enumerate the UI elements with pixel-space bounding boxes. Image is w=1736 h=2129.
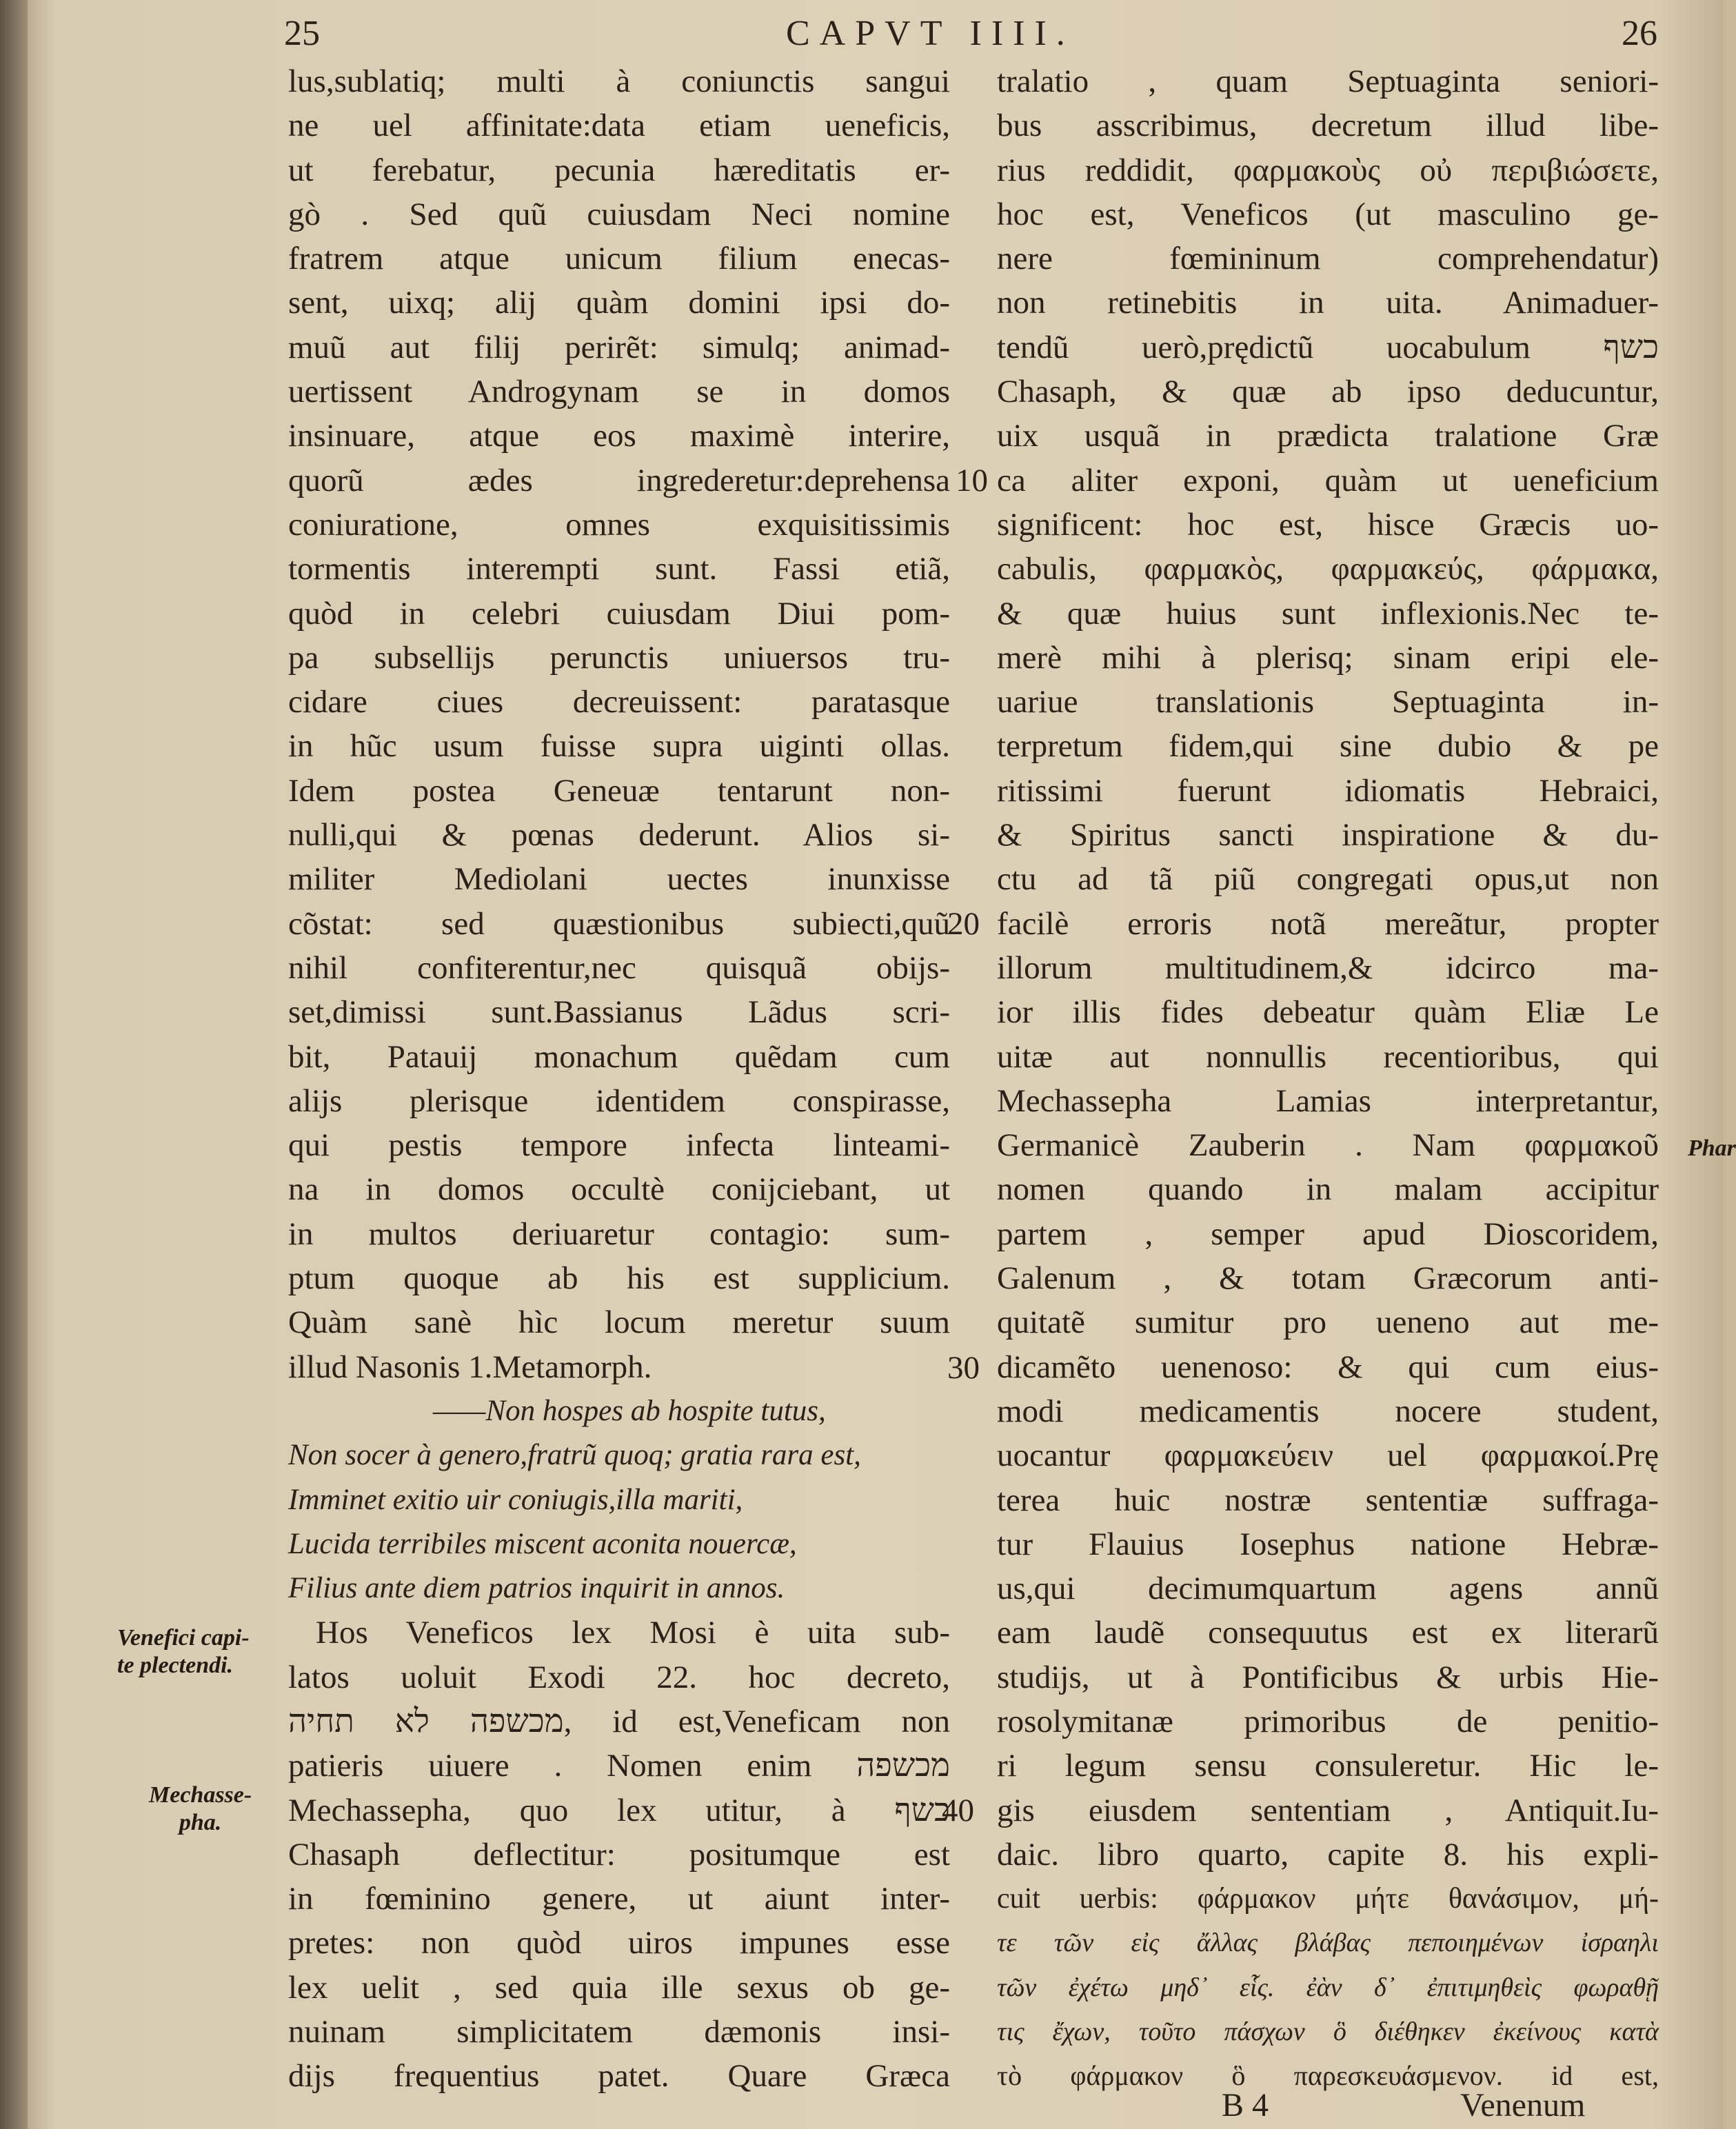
text-line: & quæ huius sunt inflexionis.Nec te-	[997, 595, 1659, 632]
text-line: illorum multitudinem,& idcirco ma-	[997, 949, 1659, 986]
text-line: ut ferebatur, pecunia hæreditatis er-	[288, 152, 950, 188]
text-line: latos uoluit Exodi 22. hoc decreto,	[288, 1659, 950, 1695]
verse-line: Non socer à genero,fratrũ quoq; gratia rara est,	[288, 1439, 861, 1472]
line-number-40: 40	[942, 1793, 974, 1828]
text-line: uitæ aut nonnullis recentioribus, qui	[997, 1038, 1659, 1075]
text-line: tormentis interempti sunt. Fassi etiã,	[288, 551, 950, 587]
text-line: hoc est, Veneficos (ut masculino ge-	[997, 196, 1659, 232]
text-line: τε τῶν εἰς ἄλλας βλάβας πεποιημένων ἰσραηλι	[997, 1928, 1659, 1958]
text-line: tralatio , quam Septuaginta seniori-	[997, 63, 1659, 99]
text-line: lex uelit , sed quia ille sexus ob ge-	[288, 1969, 950, 2006]
text-line: uertissent Androgynam se in domos	[288, 374, 950, 410]
text-line: coniuratione, omnes exquisitissimis	[288, 506, 950, 543]
text-line: uix usquã in prædicta tralatione Græ	[997, 418, 1659, 454]
text-line: lus,sublatiq; multi à coniunctis sangui	[288, 63, 950, 99]
text-line: ior illis fides debeatur quàm Eliæ Le	[997, 994, 1659, 1031]
verse-line: Lucida terribiles miscent aconita nouercæ,	[288, 1527, 797, 1560]
text-line: cõstat: sed quæstionibus subiecti,quũ	[288, 905, 950, 942]
text-line: ca aliter exponi, quàm ut ueneficium	[997, 462, 1659, 498]
text-line: daic. libro quarto, capite 8. his expli-	[997, 1836, 1659, 1873]
text-line: ne uel affinitate:data etiam ueneficis,	[288, 108, 950, 144]
margin-note-phar: Phar	[1688, 1136, 1736, 1161]
text-line: gò . Sed quũ cuiusdam Neci nomine	[288, 196, 950, 232]
text-line: Idem postea Geneuæ tentarunt non-	[288, 772, 950, 809]
text-line: ctu ad tã piũ congregati opus,ut non	[997, 861, 1659, 898]
text-line: cidare ciues decreuissent: paratasque	[288, 684, 950, 720]
text-line: alijs plerisque identidem conspirasse,	[288, 1082, 950, 1119]
text-line: Chasaph deflectitur: positumque est	[288, 1836, 950, 1873]
text-line: na in domos occultè conijciebant, ut	[288, 1171, 950, 1208]
line-number-30: 30	[947, 1350, 980, 1386]
text-line: partem , semper apud Dioscoridem,	[997, 1215, 1659, 1252]
text-line: patieris uiuere . Nomen enim מכשפה	[288, 1748, 950, 1784]
left-column	[288, 59, 950, 2099]
text-line: eam laudẽ consequutus est ex literarũ	[997, 1615, 1659, 1651]
margin-note-venefici: Venefici capi- te plectendi.	[117, 1625, 250, 1678]
text-line: facilè erroris notã mereãtur, propter	[997, 905, 1659, 942]
text-line: dicamẽto uenenoso: & qui cum eius-	[997, 1349, 1659, 1385]
text-line: pa subsellijs perunctis uniuersos tru-	[288, 639, 950, 676]
text-line: ri legum sensu consuleretur. Hic le-	[997, 1748, 1659, 1784]
text-line: nomen quando in malam accipitur	[997, 1171, 1659, 1208]
text-line: quòd in celebri cuiusdam Diui pom-	[288, 595, 950, 632]
text-line: bit, Patauij monachum quẽdam cum	[288, 1038, 950, 1075]
text-line: cuit uerbis: φάρμακον μήτε θανάσιμον, μή-	[997, 1883, 1659, 1915]
text-line: us,qui decimumquartum agens annũ	[997, 1571, 1659, 1607]
text-line: studijs, ut à Pontificibus & urbis Hie-	[997, 1659, 1659, 1695]
text-line: sent, uixq; alij quàm domini ipsi do-	[288, 285, 950, 321]
text-line: modi medicamentis nocere student,	[997, 1393, 1659, 1429]
text-line: merè mihi à plerisq; sinam eripi ele-	[997, 639, 1659, 676]
text-line: set,dimissi sunt.Bassianus Lãdus scri-	[288, 994, 950, 1031]
text-line: ptum quoque ab his est supplicium.	[288, 1260, 950, 1297]
line-number-20: 20	[947, 906, 980, 942]
text-line: uocantur φαρμακεύειν uel φαρμακοί.Prę	[997, 1437, 1659, 1474]
page-gutter-shadow	[0, 0, 28, 2129]
text-line: Germanicè Zauberin . Nam φαρμακοῦ	[997, 1127, 1659, 1164]
text-line: bus asscribimus, decretum illud libe-	[997, 108, 1659, 144]
signature-mark: B 4	[1222, 2087, 1269, 2123]
text-line: Quàm sanè hìc locum meretur suum	[288, 1304, 950, 1341]
text-line: tur Flauius Iosephus natione Hebræ-	[997, 1526, 1659, 1562]
page-footer	[0, 2082, 1724, 2129]
text-line: cabulis, φαρμακὸς, φαρμακεύς, φάρμακα,	[997, 551, 1659, 587]
text-line: quitatẽ sumitur pro ueneno aut me-	[997, 1304, 1659, 1341]
text-line: nere fœmininum comprehendatur)	[997, 241, 1659, 277]
margin-note-mechassepha: Mechasse- pha.	[149, 1782, 252, 1835]
text-line: Hos Veneficos lex Mosi è uita sub-	[316, 1615, 950, 1651]
text-line: terpretum fidem,qui sine dubio & pe	[997, 728, 1659, 765]
text-line: significent: hoc est, hisce Græcis uo-	[997, 506, 1659, 543]
text-line: uariue translationis Septuaginta in-	[997, 684, 1659, 720]
text-line: Mechassepha, quo lex utitur, à כשף	[288, 1792, 950, 1828]
text-line: gis eiusdem sententiam , Antiquit.Iu-	[997, 1792, 1659, 1828]
catchword: Venenum	[1460, 2087, 1586, 2123]
text-line: in hũc usum fuisse supra uiginti ollas.	[288, 728, 950, 765]
text-line: ritissimi fuerunt idiomatis Hebraici,	[997, 772, 1659, 809]
text-line: tendũ uerò,prędictũ uocabulum כשף	[997, 329, 1659, 365]
text-line: & Spiritus sancti inspiratione & du-	[997, 817, 1659, 854]
page-number-left: 25	[284, 14, 320, 53]
text-line: Mechassepha Lamias interpretantur,	[997, 1082, 1659, 1119]
text-line: in multos deriuaretur contagio: sum-	[288, 1215, 950, 1252]
verse-line: ——Non hospes ab hospite tutus,	[433, 1394, 826, 1427]
text-line: rosolymitanæ primoribus de penitio-	[997, 1703, 1659, 1739]
text-line: τὸ φάρμακον ὃ παρεσκευάσμενον. id est,	[997, 2060, 1659, 2092]
verse-line: Filius ante diem patrios inquirit in annos.	[288, 1572, 785, 1605]
text-line: dijs frequentius patet. Quare Græca	[288, 2058, 950, 2095]
text-line: non retinebitis in uita. Animaduer-	[997, 285, 1659, 321]
text-line: מכשפה לא תחיה, id est,Veneficam non	[288, 1703, 950, 1739]
text-line: Galenum , & totam Græcorum anti-	[997, 1260, 1659, 1297]
text-line: τις ἔχων, τοῦτο πάσχων ὃ διέθηκεν ἐκείνους κατὰ	[997, 2017, 1659, 2047]
text-line: illud Nasonis 1.Metamorph.	[288, 1349, 652, 1385]
text-line: Chasaph, & quæ ab ipso deducuntur,	[997, 374, 1659, 410]
text-line: militer Mediolani uectes inunxisse	[288, 861, 950, 898]
right-column	[997, 59, 1659, 2099]
text-line: qui pestis tempore infecta linteami-	[288, 1127, 950, 1164]
text-line: insinuare, atque eos maximè interire,	[288, 418, 950, 454]
text-line: terea huic nostræ sententiæ suffraga-	[997, 1482, 1659, 1518]
text-line: pretes: non quòd uiros impunes esse	[288, 1925, 950, 1961]
text-line: τῶν ἐχέτω μηδ᾽ εἷς. ἐὰν δ᾽ ἐπιτιμηθεὶς φωραθῇ	[997, 1972, 1659, 2002]
text-line: nihil confiterentur,nec quisquã obijs-	[288, 949, 950, 986]
running-head: CAPVT IIII.	[786, 14, 1075, 53]
line-number-10: 10	[956, 463, 988, 498]
text-line: rius reddidit, φαρμακοὺς οὐ περιβιώσετε,	[997, 152, 1659, 188]
text-line: nuinam simplicitatem dæmonis insi-	[288, 2014, 950, 2050]
text-line: nulli,qui & pœnas dederunt. Alios si-	[288, 817, 950, 854]
text-line: fratrem atque unicum filium enecas-	[288, 241, 950, 277]
text-line: in fœminino genere, ut aiunt inter-	[288, 1881, 950, 1917]
text-line: muũ aut filij perirẽt: simulq; animad-	[288, 329, 950, 365]
verse-line: Imminet exitio uir coniugis,illa mariti,	[288, 1483, 743, 1516]
page-header	[0, 10, 1724, 58]
text-line: quorũ ædes ingrederetur:deprehensa	[288, 462, 950, 498]
page-number-right: 26	[1622, 14, 1657, 53]
